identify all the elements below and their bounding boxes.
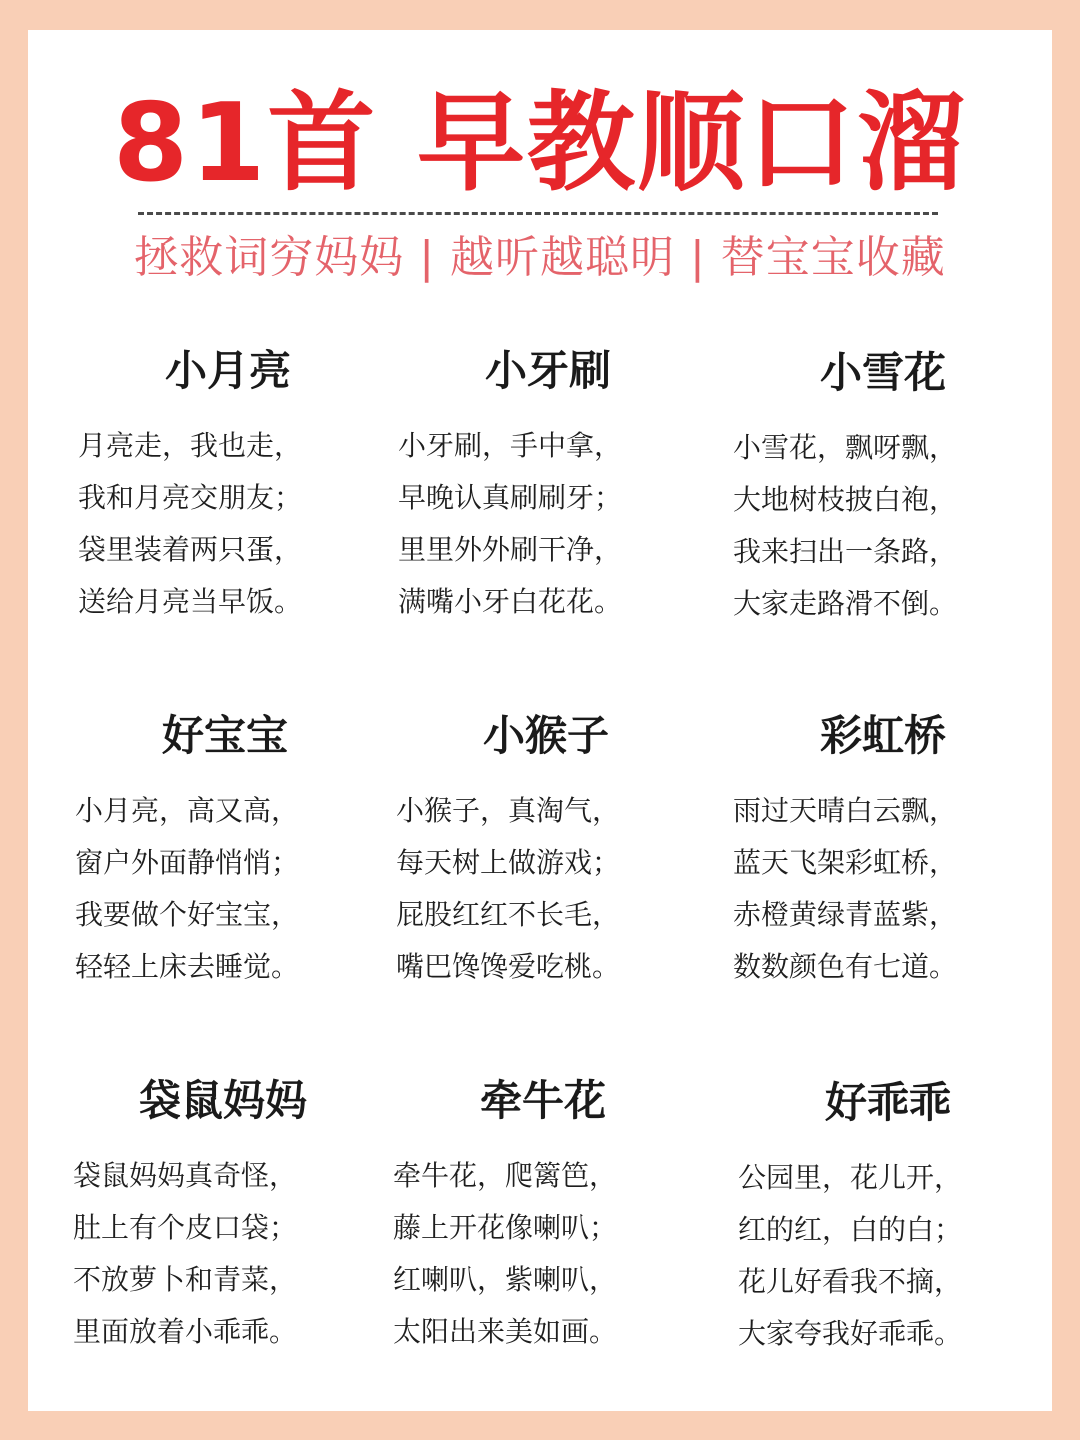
poem-line: 不放萝卜和青菜， (73, 1263, 298, 1296)
poem-line: 牵牛花，爬篱笆， (393, 1159, 618, 1192)
poem-line: 屁股红红不长毛， (396, 898, 621, 931)
dashed-divider (138, 212, 938, 215)
poem-lines (396, 785, 696, 993)
poem-title: 牵牛花 (479, 1076, 606, 1125)
poem-line: 蓝天飞架彩虹桥， (733, 846, 958, 879)
poem-line: 早晚认真刷刷牙； (398, 481, 623, 514)
page-subtitle: 拯救词穷妈妈 | 越听越聪明 | 替宝宝收藏 (134, 232, 946, 283)
poem-card (73, 1076, 373, 1358)
poem-lines (75, 785, 375, 993)
poem-line: 窗户外面静悄悄； (75, 846, 300, 879)
poem-line: 我要做个好宝宝， (75, 898, 300, 931)
poem-line: 藤上开花像喇叭； (393, 1211, 618, 1244)
poem-card (396, 711, 696, 993)
poem-title: 小月亮 (164, 346, 291, 395)
poem-title: 好乖乖 (824, 1078, 951, 1127)
poem-line: 雨过天晴白云飘， (733, 794, 958, 827)
poem-line: 肚上有个皮口袋； (73, 1211, 298, 1244)
poem-card (733, 348, 1033, 630)
poem-title: 小牙刷 (484, 346, 611, 395)
poem-card (733, 711, 1033, 993)
poem-card (75, 711, 375, 993)
poem-line: 红的红，白的白； (738, 1213, 963, 1246)
poem-line: 送给月亮当早饭。 (78, 585, 303, 618)
poem-line: 小牙刷，手中拿， (398, 429, 623, 462)
poem-line: 小猴子，真淘气， (396, 794, 621, 827)
poem-line: 花儿好看我不摘， (738, 1265, 963, 1298)
poem-card (738, 1078, 1038, 1360)
poem-lines (393, 1150, 693, 1358)
poem-title: 袋鼠妈妈 (138, 1076, 307, 1125)
poem-lines (738, 1152, 1038, 1360)
poem-card (398, 346, 698, 628)
poem-line: 公园里，花儿开， (738, 1161, 963, 1194)
page-title: 81首 早教顺口溜 (113, 81, 967, 206)
poem-line: 嘴巴馋馋爱吃桃。 (396, 950, 621, 983)
poem-lines (733, 422, 1033, 630)
poem-card (78, 346, 378, 628)
poem-lines (73, 1150, 373, 1358)
poem-title: 彩虹桥 (819, 711, 946, 760)
poem-line: 月亮走，我也走， (78, 429, 303, 462)
poem-line: 数数颜色有七道。 (733, 950, 958, 983)
content-card (28, 30, 1052, 1411)
poem-line: 赤橙黄绿青蓝紫， (733, 898, 958, 931)
poem-line: 袋鼠妈妈真奇怪， (73, 1159, 298, 1192)
poem-line: 大家走路滑不倒。 (733, 587, 958, 620)
poem-line: 我和月亮交朋友； (78, 481, 303, 514)
poem-line: 里里外外刷干净， (398, 533, 623, 566)
poem-title: 小猴子 (482, 711, 609, 760)
poem-line: 大地树枝披白袍， (733, 483, 958, 516)
poem-line: 红喇叭，紫喇叭， (393, 1263, 618, 1296)
poem-line: 小雪花，飘呀飘， (733, 431, 958, 464)
poem-lines (733, 785, 1033, 993)
poem-lines (78, 420, 378, 628)
poem-title: 好宝宝 (161, 711, 288, 760)
poem-line: 里面放着小乖乖。 (73, 1315, 298, 1348)
poem-line: 袋里装着两只蛋， (78, 533, 303, 566)
poem-line: 我来扫出一条路， (733, 535, 958, 568)
poem-line: 满嘴小牙白花花。 (398, 585, 623, 618)
poem-line: 大家夸我好乖乖。 (738, 1317, 963, 1350)
poem-title: 小雪花 (819, 348, 946, 397)
poem-line: 轻轻上床去睡觉。 (75, 950, 300, 983)
poem-line: 太阳出来美如画。 (393, 1315, 618, 1348)
poem-lines (398, 420, 698, 628)
poem-line: 每天树上做游戏； (396, 846, 621, 879)
poem-card (393, 1076, 693, 1358)
poem-line: 小月亮，高又高， (75, 794, 300, 827)
